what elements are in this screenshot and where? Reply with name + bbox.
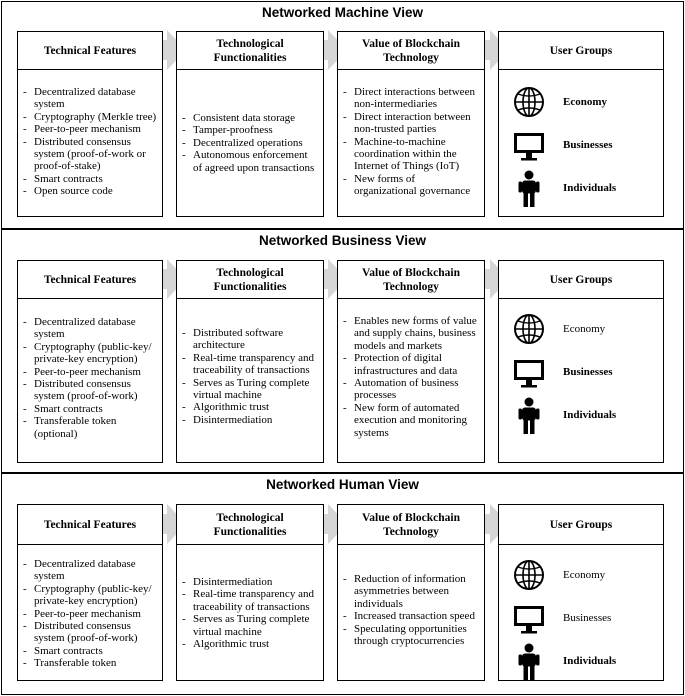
section-3 <box>1 473 684 695</box>
column-body <box>337 544 485 681</box>
bullet-item: - Decentralized database system <box>22 558 158 583</box>
bullet-item: - Smart contracts <box>22 645 158 657</box>
column-header <box>17 260 163 299</box>
bullet-list <box>22 86 158 198</box>
monitor-icon <box>513 600 545 638</box>
column-header-label: Value of Blockchain Technology <box>362 266 460 293</box>
column-body <box>337 298 485 463</box>
bullet-item: - Speculating opportunities through cryptocurrencies <box>342 623 480 648</box>
bullet-item: - Transferable token (optional) <box>22 415 158 440</box>
bullet-item: - Open source code <box>22 185 158 197</box>
bullet-item: - Decentralized database system <box>22 316 158 341</box>
person-icon <box>513 170 545 208</box>
monitor-icon <box>513 127 545 165</box>
bullet-list <box>22 316 158 440</box>
bullet-list <box>342 86 480 198</box>
bullet-item: - Machine-to-machine coordination within the Internet of Things (IoT) <box>342 136 480 173</box>
bullet-item: - Smart contracts <box>22 403 158 415</box>
bullet-item: - Increased transaction speed <box>342 610 480 622</box>
column-header-label: User Groups <box>549 518 613 531</box>
column-header-label: Technological Functionalities <box>213 37 287 64</box>
bullet-list <box>22 558 158 670</box>
bullet-list <box>342 315 480 439</box>
column-header-label: Technological Functionalities <box>213 511 287 538</box>
column-technical-features <box>17 260 163 463</box>
user-group-label: Economy <box>563 96 607 108</box>
bullet-list <box>342 573 480 647</box>
column-header-label: Technical Features <box>43 518 137 531</box>
user-group-businesses <box>499 127 663 167</box>
bullet-item: - Cryptography (public-key/ private-key encryption) <box>22 583 158 608</box>
bullet-item: - Algorithmic trust <box>181 401 319 413</box>
column-technical-features <box>17 31 163 217</box>
bullet-item: - Protection of digital infrastructures and data <box>342 352 480 377</box>
bullet-list <box>181 112 319 174</box>
bullet-list <box>181 576 319 650</box>
user-group-economy <box>499 84 663 124</box>
bullet-item: - Tamper-proofness <box>181 124 319 136</box>
bullet-item: - Distributed consensus system (proof-of-work) <box>22 378 158 403</box>
column-value <box>337 260 485 463</box>
user-group-label: Economy <box>563 569 606 581</box>
monitor-icon <box>513 354 545 392</box>
column-body <box>337 69 485 217</box>
globe-icon <box>513 557 545 595</box>
column-header <box>176 31 324 70</box>
bullet-item: - Peer-to-peer mechanism <box>22 608 158 620</box>
globe-icon <box>513 84 545 122</box>
column-value <box>337 504 485 681</box>
column-header-label: Technical Features <box>43 44 137 57</box>
bullet-item: - Disintermediation <box>181 576 319 588</box>
column-technological-functionalities <box>176 260 324 463</box>
bullet-item: - Algorithmic trust <box>181 638 319 650</box>
user-group-businesses <box>499 600 663 640</box>
column-header <box>337 260 485 299</box>
column-body <box>498 69 664 217</box>
bullet-item: - Transferable token <box>22 657 158 669</box>
bullet-item: - Cryptography (Merkle tree) <box>22 111 158 123</box>
section-title: Networked Business View <box>258 233 427 248</box>
column-body <box>17 544 163 681</box>
section-title: Networked Human View <box>266 477 419 492</box>
user-group-label: Economy <box>563 323 606 335</box>
column-header <box>176 260 324 299</box>
column-header <box>498 504 664 545</box>
bullet-item: - Decentralized operations <box>181 137 319 149</box>
bullet-item: - Cryptography (public-key/ private-key encryption) <box>22 341 158 366</box>
bullet-item: - Smart contracts <box>22 173 158 185</box>
person-icon <box>513 643 545 681</box>
bullet-item: - Consistent data storage <box>181 112 319 124</box>
column-header <box>337 504 485 545</box>
bullet-item: - Automation of business processes <box>342 377 480 402</box>
column-header <box>498 31 664 70</box>
column-body <box>17 69 163 217</box>
bullet-item: - Disintermediation <box>181 414 319 426</box>
globe-icon <box>513 311 545 349</box>
column-user-groups <box>498 260 664 463</box>
bullet-item: - New forms of organizational governance <box>342 173 480 198</box>
column-header-label: User Groups <box>549 44 613 57</box>
column-body <box>176 544 324 681</box>
column-user-groups <box>498 31 664 217</box>
user-group-label: Individuals <box>563 655 617 667</box>
bullet-list <box>181 327 319 426</box>
bullet-item: - Reduction of information asymmetries between individuals <box>342 573 480 610</box>
bullet-item: - Peer-to-peer mechanism <box>22 123 158 135</box>
user-group-economy <box>499 311 663 351</box>
column-header-label: Value of Blockchain Technology <box>362 511 460 538</box>
column-body <box>17 298 163 463</box>
column-technological-functionalities <box>176 31 324 217</box>
bullet-item: - Enables new forms of value and supply chains, business models and markets <box>342 315 480 352</box>
column-header <box>17 504 163 545</box>
user-group-label: Individuals <box>563 182 617 194</box>
bullet-item: - Real-time transparency and traceability of transactions <box>181 352 319 377</box>
column-header <box>17 31 163 70</box>
column-technical-features <box>17 504 163 681</box>
user-group-label: Businesses <box>563 366 613 378</box>
column-header-label: Technical Features <box>43 273 137 286</box>
column-body <box>176 69 324 217</box>
bullet-item: - Distributed software architecture <box>181 327 319 352</box>
user-group-individuals <box>499 170 663 210</box>
column-header <box>176 504 324 545</box>
bullet-item: - Direct interactions between non-intermediaries <box>342 86 480 111</box>
column-header <box>337 31 485 70</box>
bullet-item: - New form of automated execution and monitoring systems <box>342 402 480 439</box>
section-title: Networked Machine View <box>261 5 424 20</box>
user-group-economy <box>499 557 663 597</box>
column-user-groups <box>498 504 664 681</box>
user-group-label: Businesses <box>563 612 612 624</box>
section-1 <box>1 1 684 229</box>
column-header-label: Value of Blockchain Technology <box>362 37 460 64</box>
person-icon <box>513 397 545 435</box>
bullet-item: - Peer-to-peer mechanism <box>22 366 158 378</box>
column-value <box>337 31 485 217</box>
column-body <box>498 544 664 681</box>
bullet-item: - Decentralized database system <box>22 86 158 111</box>
bullet-item: - Real-time transparency and traceability of transactions <box>181 588 319 613</box>
bullet-item: - Serves as Turing complete virtual machine <box>181 377 319 402</box>
column-technological-functionalities <box>176 504 324 681</box>
column-header <box>498 260 664 299</box>
user-group-businesses <box>499 354 663 394</box>
column-header-label: Technological Functionalities <box>213 266 287 293</box>
bullet-item: - Distributed consensus system (proof-of-work or proof-of-stake) <box>22 136 158 173</box>
user-group-label: Businesses <box>563 139 613 151</box>
bullet-item: - Autonomous enforcement of agreed upon transactions <box>181 149 319 174</box>
bullet-item: - Direct interaction between non-trusted parties <box>342 111 480 136</box>
user-group-label: Individuals <box>563 409 617 421</box>
bullet-item: - Distributed consensus system (proof-of-work) <box>22 620 158 645</box>
column-header-label: User Groups <box>549 273 613 286</box>
section-2 <box>1 229 684 473</box>
column-body <box>498 298 664 463</box>
user-group-individuals <box>499 643 663 683</box>
column-body <box>176 298 324 463</box>
bullet-item: - Serves as Turing complete virtual machine <box>181 613 319 638</box>
user-group-individuals <box>499 397 663 437</box>
